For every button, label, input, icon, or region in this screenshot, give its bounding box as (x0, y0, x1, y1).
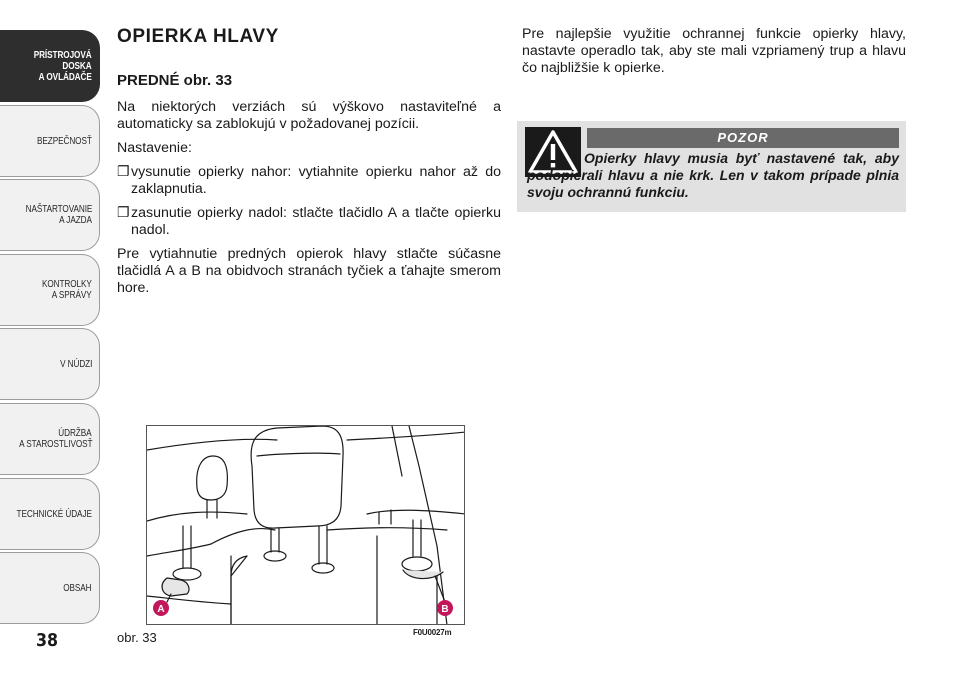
section-title: OPIERKA HLAVY (117, 26, 279, 47)
tab-udrzba[interactable] (0, 403, 100, 475)
tab-label-line: DOSKA (62, 60, 92, 72)
tab-label-line: BEZPEČNOSŤ (37, 135, 92, 147)
tab-label-line: A SPRÁVY (52, 290, 92, 301)
tab-label-line: ÚDRŽBA (58, 428, 92, 439)
label-b: B (441, 604, 449, 615)
warning-box (517, 121, 906, 212)
figure-caption: obr. 33 (117, 630, 157, 645)
checkbox-bullet-icon: ❐ (117, 164, 130, 180)
tab-v-nudzi[interactable] (0, 328, 100, 400)
warning-text (527, 150, 899, 201)
section-subtitle: PREDNÉ obr. 33 (117, 72, 233, 89)
left-column (117, 26, 501, 304)
tab-label-line: A STAROSTLIVOSŤ (18, 439, 92, 450)
tab-label-line: OBSAH (63, 582, 92, 594)
tab-technicke-udaje[interactable] (0, 478, 100, 550)
tab-label-line: A JAZDA (59, 215, 92, 226)
list-item (117, 205, 501, 239)
headrest-drawing (147, 426, 465, 625)
tab-label-line: V NÚDZI (59, 358, 92, 370)
checkbox-bullet-icon: ❐ (117, 205, 130, 221)
list-item (117, 164, 501, 198)
warning-text-content: Opierky hlavy musia byť nastavené tak, aby podopierali hlavu a nie krk. Len v takom prípade plnia svoju ochrannú funkciu. (527, 150, 899, 200)
tab-label-line: NAŠTARTOVANIE (25, 204, 92, 215)
tab-label-line: A OVLÁDAČE (38, 71, 92, 83)
tab-label-line: KONTROLKY (42, 279, 92, 290)
figure-code: F0U0027m (413, 628, 452, 637)
tab-label-line: PRÍSTROJOVÁ (34, 49, 92, 61)
page-number: 38 (36, 630, 59, 651)
chapter-sidebar (0, 0, 101, 677)
tab-label-line: TECHNICKÉ ÚDAJE (16, 508, 92, 520)
settings-label: Nastavenie: (117, 140, 192, 156)
right-column (522, 26, 906, 84)
tab-pristrojova-doska[interactable] (0, 30, 100, 102)
recommendation-paragraph: Pre najlepšie využitie ochrannej funkcie opierky hlavy, nastavte operadlo tak, aby ste mali vzpriamený trup a hlavu čo najbližšie k opierke. (522, 26, 906, 76)
intro-paragraph: Na niektorých verziách sú výškovo nastaviteľné a automaticky sa zablokujú v požadovanej pozícii. (117, 99, 501, 132)
tab-nastartovanie[interactable] (0, 179, 100, 251)
tab-kontrolky[interactable] (0, 254, 100, 326)
label-a: A (157, 604, 165, 615)
tab-bezpecnost[interactable] (0, 105, 100, 177)
tab-obsah[interactable] (0, 552, 100, 624)
removal-paragraph: Pre vytiahnutie predných opierok hlavy stlačte súčasne tlačidlá A a B na obidvoch stranách tyčiek a ťahajte smerom hore. (117, 246, 501, 296)
list-item-text: vysunutie opierky nahor: vytiahnite opierku nahor až do zaklapnutia. (131, 164, 501, 197)
figure-headrest-illustration (146, 425, 465, 625)
list-item-text: zasunutie opierky nadol: stlačte tlačidlo A a tlačte opierku nadol. (131, 205, 501, 238)
warning-header: POZOR (587, 128, 899, 148)
